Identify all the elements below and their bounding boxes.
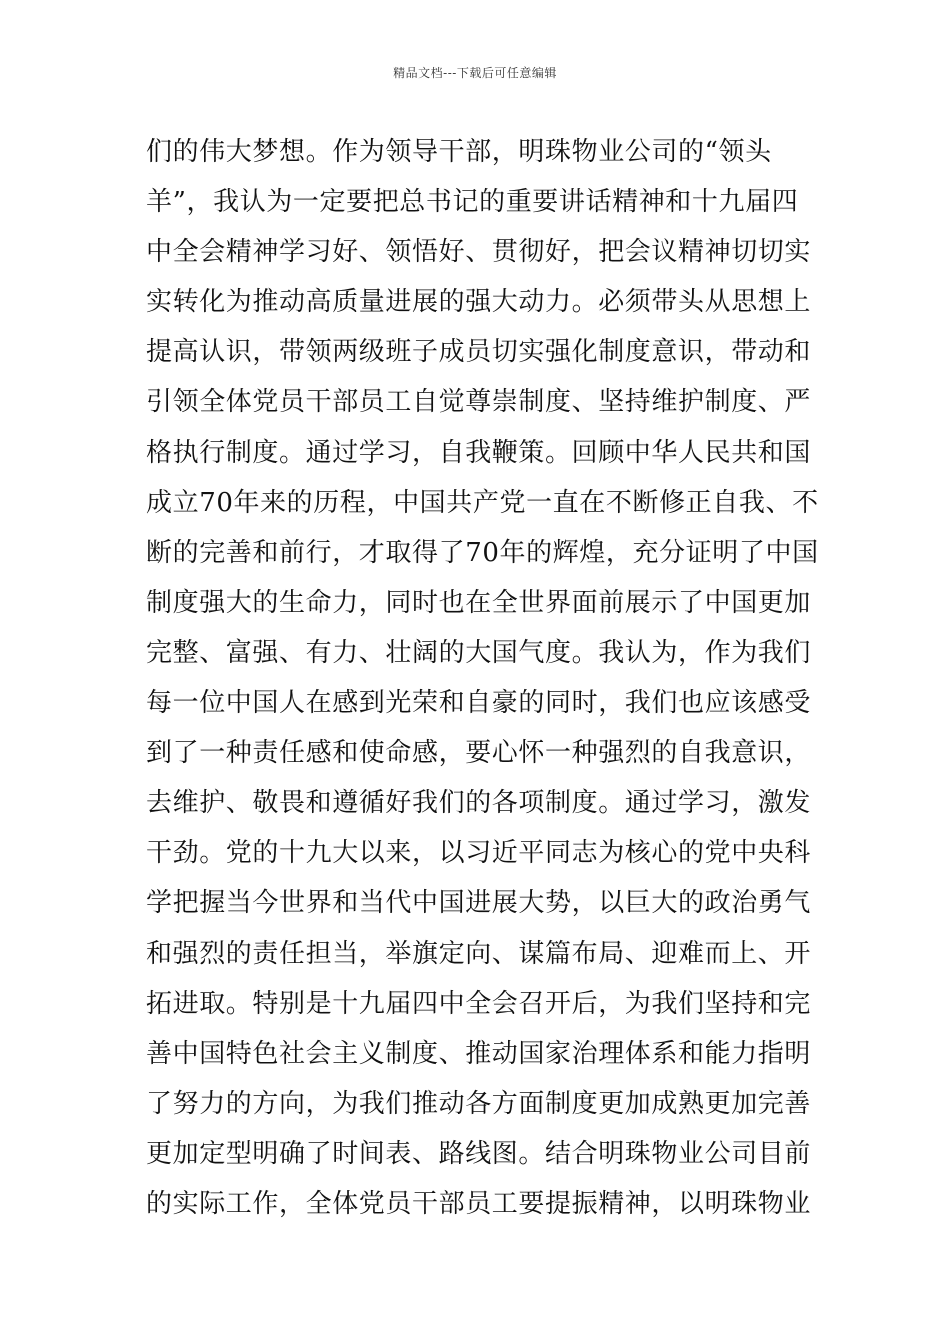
text-line: 了努力的方向，为我们推动各方面制度更加成熟更加完善 — [146, 1088, 812, 1119]
text-line: 提高认识，带领两级班子成员切实强化制度意识，带动和 — [146, 337, 812, 368]
text-line: 实转化为推动高质量进展的强大动力。必须带头从思想上 — [146, 287, 812, 318]
text-line: 断的完善和前行，才取得了70年的辉煌，充分证明了中国 — [146, 537, 819, 568]
text-line: 拓进取。特别是十九届四中全会召开后，为我们坚持和完 — [146, 988, 812, 1019]
text-line: 引领全体党员干部员工自觉尊崇制度、坚持维护制度、严 — [146, 387, 812, 418]
text-line: 格执行制度。通过学习，自我鞭策。回顾中华人民共和国 — [146, 437, 812, 468]
text-line: 干劲。党的十九大以来，以习近平同志为核心的党中央科 — [146, 838, 812, 869]
text-line: 每一位中国人在感到光荣和自豪的同时，我们也应该感受 — [146, 688, 812, 719]
text-line: 中全会精神学习好、领悟好、贯彻好，把会议精神切切实 — [146, 237, 812, 268]
text-line: 学把握当今世界和当代中国进展大势，以巨大的政治勇气 — [146, 888, 812, 919]
text-line: 成立70年来的历程，中国共产党一直在不断修正自我、不 — [146, 487, 819, 518]
text-line: 的实际工作，全体党员干部员工要提振精神，以明珠物业 — [146, 1188, 812, 1219]
text-line: 们的伟大梦想。作为领导干部，明珠物业公司的“领头 — [146, 137, 772, 167]
text-line: 完整、富强、有力、壮阔的大国气度。我认为，作为我们 — [146, 637, 812, 668]
page-header: 精品文档---下载后可任意编辑 — [393, 66, 557, 80]
text-line: 善中国特色社会主义制度、推动国家治理体系和能力指明 — [146, 1038, 812, 1069]
document-body — [146, 127, 826, 1229]
text-line: 和强烈的责任担当，举旗定向、谋篇布局、迎难而上、开 — [146, 938, 812, 969]
text-line: 更加定型明确了时间表、路线图。结合明珠物业公司目前 — [146, 1138, 812, 1169]
text-line: 去维护、敬畏和遵循好我们的各项制度。通过学习，激发 — [146, 788, 812, 819]
text-line: 羊”，我认为一定要把总书记的重要讲话精神和十九届四 — [146, 187, 799, 218]
text-line: 到了一种责任感和使命感，要心怀一种强烈的自我意识， — [146, 738, 812, 769]
text-line: 制度强大的生命力，同时也在全世界面前展示了中国更加 — [146, 587, 812, 618]
